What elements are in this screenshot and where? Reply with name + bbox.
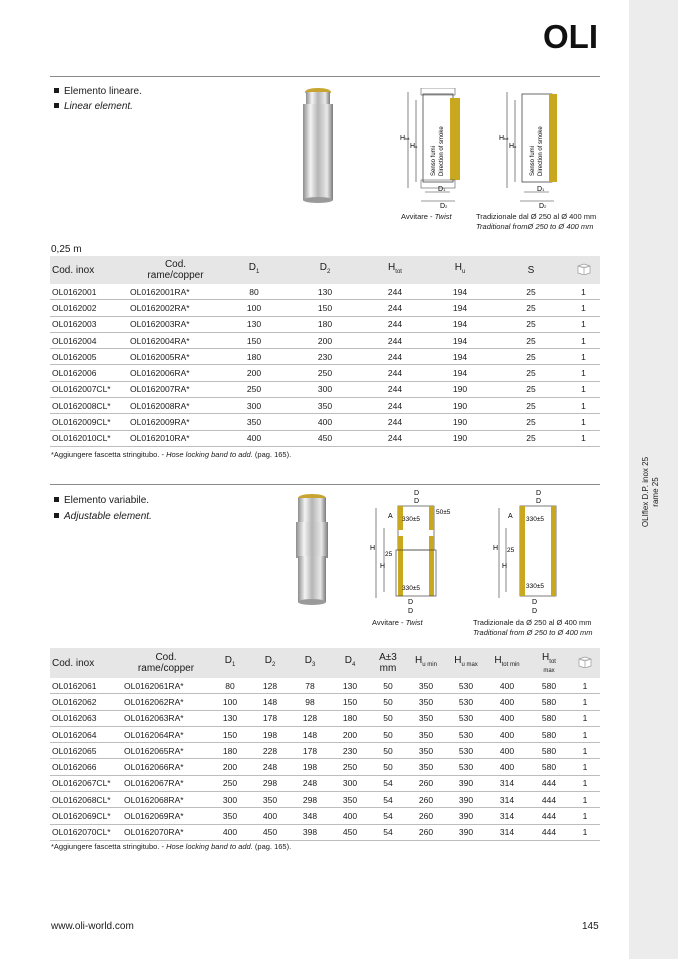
table-cell: 230: [330, 743, 370, 759]
table-cell: 25: [495, 414, 567, 430]
table-cell: 1: [567, 398, 600, 414]
table-cell: OL0162063: [50, 710, 122, 726]
linear-traditional-diagram: [497, 88, 577, 210]
table-cell: 298: [290, 792, 330, 808]
table-cell: 80: [210, 678, 250, 694]
table-cell: 530: [446, 694, 486, 710]
table-cell: OL0162001RA*: [128, 284, 223, 300]
table-cell: OL0162004RA*: [128, 332, 223, 348]
table-cell: 1: [567, 316, 600, 332]
header-s: S: [495, 256, 567, 284]
table-cell: 244: [365, 414, 425, 430]
table-cell: OL0162068CL*: [50, 792, 122, 808]
table-cell: 50: [370, 694, 406, 710]
table-cell: 314: [486, 824, 528, 840]
svg-text:Htot: Htot: [400, 135, 410, 142]
table-cell: 400: [285, 414, 365, 430]
svg-text:A: A: [388, 513, 393, 520]
header-d2: $D_2$: [250, 648, 290, 678]
table-cell: 580: [528, 743, 570, 759]
table-cell: 314: [486, 792, 528, 808]
table-cell: OL0162064: [50, 726, 122, 742]
table-cell: 1: [567, 430, 600, 446]
oli-logo: [543, 20, 601, 52]
table-cell: 54: [370, 775, 406, 791]
box-icon: [570, 648, 600, 678]
svg-text:D: D: [414, 490, 420, 497]
length-label: 0,25 m: [51, 244, 82, 255]
adjustable-twist-diagram: [368, 488, 473, 616]
table-row: [50, 775, 600, 791]
section2-title: Elemento variabile.: [54, 494, 149, 507]
table-cell: 25: [495, 430, 567, 446]
svg-text:H: H: [502, 563, 508, 570]
table-cell: 1: [570, 710, 600, 726]
table-cell: OL0162069CL*: [50, 808, 122, 824]
table-cell: 128: [290, 710, 330, 726]
table-cell: OL0162006RA*: [128, 365, 223, 381]
table-cell: OL0162007RA*: [128, 381, 223, 397]
svg-text:OLI: OLI: [543, 20, 598, 52]
table-cell: 130: [330, 678, 370, 694]
table-cell: 200: [223, 365, 285, 381]
table-cell: 244: [365, 316, 425, 332]
table-cell: 580: [528, 694, 570, 710]
table-cell: 244: [365, 381, 425, 397]
table-cell: 390: [446, 775, 486, 791]
table-cell: OL0162062RA*: [122, 694, 210, 710]
table-cell: 100: [210, 694, 250, 710]
table-cell: OL0162065RA*: [122, 743, 210, 759]
table-cell: 148: [250, 694, 290, 710]
header-code-copper: Cod. rame/copper: [122, 648, 210, 678]
table-cell: 350: [330, 792, 370, 808]
table-cell: 244: [365, 398, 425, 414]
table-cell: 1: [567, 349, 600, 365]
table-cell: 200: [285, 332, 365, 348]
table-cell: 580: [528, 678, 570, 694]
svg-text:D: D: [408, 608, 414, 615]
table-cell: OL0162004: [50, 332, 128, 348]
table-cell: 54: [370, 808, 406, 824]
table-cell: 50: [370, 759, 406, 775]
table-cell: 194: [425, 316, 495, 332]
table-cell: 400: [210, 824, 250, 840]
table-cell: 25: [495, 316, 567, 332]
table-row: [50, 694, 600, 710]
header-hu-max: $H_{u max}$: [446, 648, 486, 678]
table-cell: 450: [330, 824, 370, 840]
caption-traditional: Tradizionale dal Ø 250 al Ø 400 mm Traditional fromØ 250 to Ø 400 mm: [476, 212, 597, 231]
table-cell: OL0162067CL*: [50, 775, 122, 791]
svg-text:D: D: [408, 599, 414, 606]
table-cell: 398: [290, 824, 330, 840]
svg-text:A: A: [508, 513, 513, 520]
table-cell: 350: [406, 743, 446, 759]
table-cell: OL0162068RA*: [122, 792, 210, 808]
table-row: [50, 332, 600, 348]
header-a: A±3 mm: [370, 648, 406, 678]
table-cell: 190: [425, 430, 495, 446]
svg-text:D: D: [532, 599, 538, 606]
table-cell: 400: [223, 430, 285, 446]
table-cell: 50: [370, 678, 406, 694]
table-cell: 25: [495, 300, 567, 316]
svg-text:D: D: [536, 498, 542, 505]
table-cell: 400: [250, 808, 290, 824]
table-cell: 400: [486, 678, 528, 694]
table-cell: 130: [210, 710, 250, 726]
svg-text:25: 25: [385, 551, 393, 558]
table-cell: 150: [330, 694, 370, 710]
table-cell: OL0162009RA*: [128, 414, 223, 430]
table-cell: 300: [210, 792, 250, 808]
table-cell: 250: [330, 759, 370, 775]
table-row: [50, 398, 600, 414]
table-cell: 230: [285, 349, 365, 365]
table-cell: 244: [365, 300, 425, 316]
table-cell: 180: [223, 349, 285, 365]
table-cell: 400: [486, 694, 528, 710]
table-cell: 25: [495, 398, 567, 414]
table-cell: 444: [528, 808, 570, 824]
svg-text:H: H: [380, 563, 386, 570]
table-cell: OL0162008CL*: [50, 398, 128, 414]
table-cell: 244: [365, 332, 425, 348]
table-cell: 300: [223, 398, 285, 414]
table-cell: OL0162003RA*: [128, 316, 223, 332]
linear-element-photo: [298, 84, 338, 204]
table-row: [50, 300, 600, 316]
table-cell: OL0162008RA*: [128, 398, 223, 414]
table-row: [50, 726, 600, 742]
table-row: [50, 678, 600, 694]
table-cell: 444: [528, 824, 570, 840]
table-cell: OL0162005RA*: [128, 349, 223, 365]
table-cell: 1: [567, 365, 600, 381]
table-row: [50, 808, 600, 824]
table-cell: OL0162010CL*: [50, 430, 128, 446]
table-cell: OL0162005: [50, 349, 128, 365]
table-cell: 78: [290, 678, 330, 694]
table-cell: 180: [210, 743, 250, 759]
table-cell: 350: [406, 694, 446, 710]
table-cell: 194: [425, 300, 495, 316]
table-row: [50, 349, 600, 365]
svg-text:330±5: 330±5: [402, 585, 421, 592]
table-cell: 190: [425, 381, 495, 397]
table-row: [50, 414, 600, 430]
divider: [50, 484, 600, 485]
linear-table: [50, 256, 600, 447]
adjustable-traditional-diagram: [492, 488, 582, 616]
svg-text:Hu: Hu: [509, 143, 517, 150]
table-cell: OL0162062: [50, 694, 122, 710]
table-cell: 1: [570, 743, 600, 759]
svg-text:D: D: [532, 608, 538, 615]
table-cell: 248: [290, 775, 330, 791]
table-cell: 314: [486, 775, 528, 791]
table-cell: 178: [290, 743, 330, 759]
svg-text:D1: D1: [438, 186, 446, 193]
table-cell: 1: [567, 300, 600, 316]
svg-text:D2: D2: [440, 203, 448, 210]
table-cell: 50: [370, 743, 406, 759]
divider: [50, 76, 600, 77]
svg-text:H: H: [370, 545, 376, 552]
table-cell: 128: [250, 678, 290, 694]
svg-text:Hu: Hu: [410, 143, 418, 150]
table-cell: 180: [285, 316, 365, 332]
table-cell: OL0162009CL*: [50, 414, 128, 430]
table-cell: 100: [223, 300, 285, 316]
table-cell: 1: [570, 678, 600, 694]
header-d1: $D_1$: [210, 648, 250, 678]
table-cell: OL0162010RA*: [128, 430, 223, 446]
table-cell: 25: [495, 349, 567, 365]
table-row: [50, 316, 600, 332]
header-d3: $D_3$: [290, 648, 330, 678]
table-cell: 450: [250, 824, 290, 840]
header-hu-min: $H_{u min}$: [406, 648, 446, 678]
table-cell: 54: [370, 792, 406, 808]
table-cell: 350: [406, 759, 446, 775]
table-cell: 350: [406, 726, 446, 742]
caption-traditional-2: Tradizionale da Ø 250 al Ø 400 mm Traditional from Ø 250 to Ø 400 mm: [473, 618, 593, 637]
adjustable-element-photo: [288, 488, 336, 608]
table-cell: 150: [285, 300, 365, 316]
svg-text:Direction of smoke: Direction of smoke: [439, 126, 445, 176]
linear-twist-diagram: [398, 88, 478, 210]
table-cell: 25: [495, 284, 567, 300]
table-cell: 194: [425, 284, 495, 300]
table-cell: OL0162070CL*: [50, 824, 122, 840]
table-cell: 1: [570, 824, 600, 840]
table-cell: 444: [528, 775, 570, 791]
table-cell: OL0162066RA*: [122, 759, 210, 775]
box-icon: [567, 256, 600, 284]
table-cell: 25: [495, 381, 567, 397]
table-cell: OL0162002RA*: [128, 300, 223, 316]
table-cell: 300: [285, 381, 365, 397]
table-cell: 1: [570, 694, 600, 710]
table-cell: 150: [210, 726, 250, 742]
table-cell: 350: [223, 414, 285, 430]
caption-twist-2: Avvitare - Twist: [372, 618, 423, 627]
header-d2: $D_2$: [285, 256, 365, 284]
table-cell: 148: [290, 726, 330, 742]
table-cell: 260: [406, 808, 446, 824]
header-d4: $D_4$: [330, 648, 370, 678]
svg-text:Senso fumi: Senso fumi: [431, 145, 437, 176]
table-cell: 1: [570, 808, 600, 824]
header-htot-max: $H_{tot}$ max: [528, 648, 570, 678]
table-cell: 348: [290, 808, 330, 824]
table-cell: 1: [567, 332, 600, 348]
svg-text:H: H: [493, 545, 499, 552]
table-cell: 450: [285, 430, 365, 446]
table-cell: 350: [285, 398, 365, 414]
table-cell: 530: [446, 678, 486, 694]
table-cell: OL0162001: [50, 284, 128, 300]
table-cell: 314: [486, 808, 528, 824]
table-cell: 180: [330, 710, 370, 726]
table-cell: 250: [210, 775, 250, 791]
svg-text:330±5: 330±5: [402, 516, 421, 523]
section2-title-en: Adjustable element.: [54, 510, 152, 523]
header-d1: $D_1$: [223, 256, 285, 284]
side-label: OLIflex D.P. inox 25 rame 25: [641, 456, 660, 528]
table-cell: 390: [446, 792, 486, 808]
table-row: [50, 365, 600, 381]
svg-text:Senso fumi: Senso fumi: [530, 145, 536, 176]
header-code: Cod. inox: [50, 648, 122, 678]
table-cell: 1: [570, 726, 600, 742]
table-cell: 298: [250, 775, 290, 791]
svg-text:Direction of smoke: Direction of smoke: [538, 126, 544, 176]
section1-title-en: Linear element.: [54, 100, 133, 113]
website-link[interactable]: www.oli-world.com: [51, 921, 134, 932]
table-cell: 98: [290, 694, 330, 710]
section1-title: Elemento lineare.: [54, 85, 142, 98]
table-cell: 194: [425, 365, 495, 381]
table-row: [50, 824, 600, 840]
table-cell: 25: [495, 332, 567, 348]
svg-text:330±5: 330±5: [526, 516, 545, 523]
table-cell: 190: [425, 414, 495, 430]
table-cell: 228: [250, 743, 290, 759]
table-cell: 580: [528, 710, 570, 726]
table-row: [50, 430, 600, 446]
table-cell: 400: [486, 743, 528, 759]
table-cell: 1: [567, 414, 600, 430]
table-cell: 150: [223, 332, 285, 348]
table-row: [50, 710, 600, 726]
table-cell: 250: [285, 365, 365, 381]
table-cell: 50: [370, 726, 406, 742]
adjustable-table: [50, 648, 600, 841]
table-cell: 350: [406, 678, 446, 694]
table-cell: 444: [528, 792, 570, 808]
svg-text:50±5: 50±5: [436, 509, 451, 516]
table-cell: 130: [223, 316, 285, 332]
table-cell: 300: [330, 775, 370, 791]
svg-text:D2: D2: [539, 203, 547, 210]
table-cell: 400: [330, 808, 370, 824]
table-cell: 248: [250, 759, 290, 775]
table-cell: 1: [570, 792, 600, 808]
table-cell: 530: [446, 710, 486, 726]
caption-twist: Avvitare - Twist: [401, 212, 452, 221]
table-cell: 530: [446, 743, 486, 759]
note-2: *Aggiungere fascetta stringitubo. - Hose locking band to add. (pag. 165).: [51, 842, 292, 851]
table-cell: 194: [425, 349, 495, 365]
table-row: [50, 284, 600, 300]
table-cell: 194: [425, 332, 495, 348]
svg-text:330±5: 330±5: [526, 583, 545, 590]
table-cell: 1: [570, 759, 600, 775]
table-cell: 250: [223, 381, 285, 397]
header-htot: $H_{tot}$: [365, 256, 425, 284]
table-cell: OL0162002: [50, 300, 128, 316]
table-cell: 190: [425, 398, 495, 414]
header-code: Cod. inox: [50, 256, 128, 284]
table-cell: 400: [486, 726, 528, 742]
table-cell: OL0162003: [50, 316, 128, 332]
table-cell: OL0162070RA*: [122, 824, 210, 840]
table-cell: 400: [486, 710, 528, 726]
table-cell: 1: [567, 381, 600, 397]
page-number: 145: [582, 921, 599, 932]
table-cell: 530: [446, 726, 486, 742]
table-cell: 200: [210, 759, 250, 775]
svg-text:25: 25: [507, 547, 515, 554]
table-row: [50, 759, 600, 775]
table-cell: OL0162067RA*: [122, 775, 210, 791]
table-row: [50, 381, 600, 397]
note-1: *Aggiungere fascetta stringitubo. - Hose locking band to add. (pag. 165).: [51, 450, 292, 459]
table-cell: 390: [446, 824, 486, 840]
table-cell: OL0162069RA*: [122, 808, 210, 824]
table-cell: 390: [446, 808, 486, 824]
header-code-copper: Cod. rame/copper: [128, 256, 223, 284]
table-cell: 80: [223, 284, 285, 300]
table-cell: 350: [250, 792, 290, 808]
svg-text:D1: D1: [537, 186, 545, 193]
table-cell: 200: [330, 726, 370, 742]
table-cell: 54: [370, 824, 406, 840]
table-cell: 50: [370, 710, 406, 726]
table-cell: 580: [528, 759, 570, 775]
svg-text:D: D: [536, 490, 542, 497]
table-cell: OL0162061RA*: [122, 678, 210, 694]
table-cell: 260: [406, 824, 446, 840]
table-cell: 260: [406, 775, 446, 791]
table-cell: 530: [446, 759, 486, 775]
header-hu: $H_u$: [425, 256, 495, 284]
table-cell: 260: [406, 792, 446, 808]
table-cell: 198: [290, 759, 330, 775]
table-cell: 350: [406, 710, 446, 726]
table-cell: 244: [365, 430, 425, 446]
table-cell: 1: [570, 775, 600, 791]
table-cell: OL0162066: [50, 759, 122, 775]
table-cell: 198: [250, 726, 290, 742]
header-htot-min: $H_{tot min}$: [486, 648, 528, 678]
table-cell: 25: [495, 365, 567, 381]
table-cell: 130: [285, 284, 365, 300]
table-cell: 580: [528, 726, 570, 742]
table-cell: OL0162063RA*: [122, 710, 210, 726]
svg-text:Htot: Htot: [499, 135, 509, 142]
table-cell: 400: [486, 759, 528, 775]
table-row: [50, 792, 600, 808]
table-cell: OL0162007CL*: [50, 381, 128, 397]
table-cell: OL0162061: [50, 678, 122, 694]
table-cell: 244: [365, 365, 425, 381]
table-cell: OL0162065: [50, 743, 122, 759]
table-cell: 1: [567, 284, 600, 300]
table-cell: 178: [250, 710, 290, 726]
table-cell: 350: [210, 808, 250, 824]
table-cell: OL0162006: [50, 365, 128, 381]
svg-text:D: D: [414, 498, 420, 505]
table-cell: OL0162064RA*: [122, 726, 210, 742]
table-cell: 244: [365, 349, 425, 365]
table-cell: 244: [365, 284, 425, 300]
table-row: [50, 743, 600, 759]
